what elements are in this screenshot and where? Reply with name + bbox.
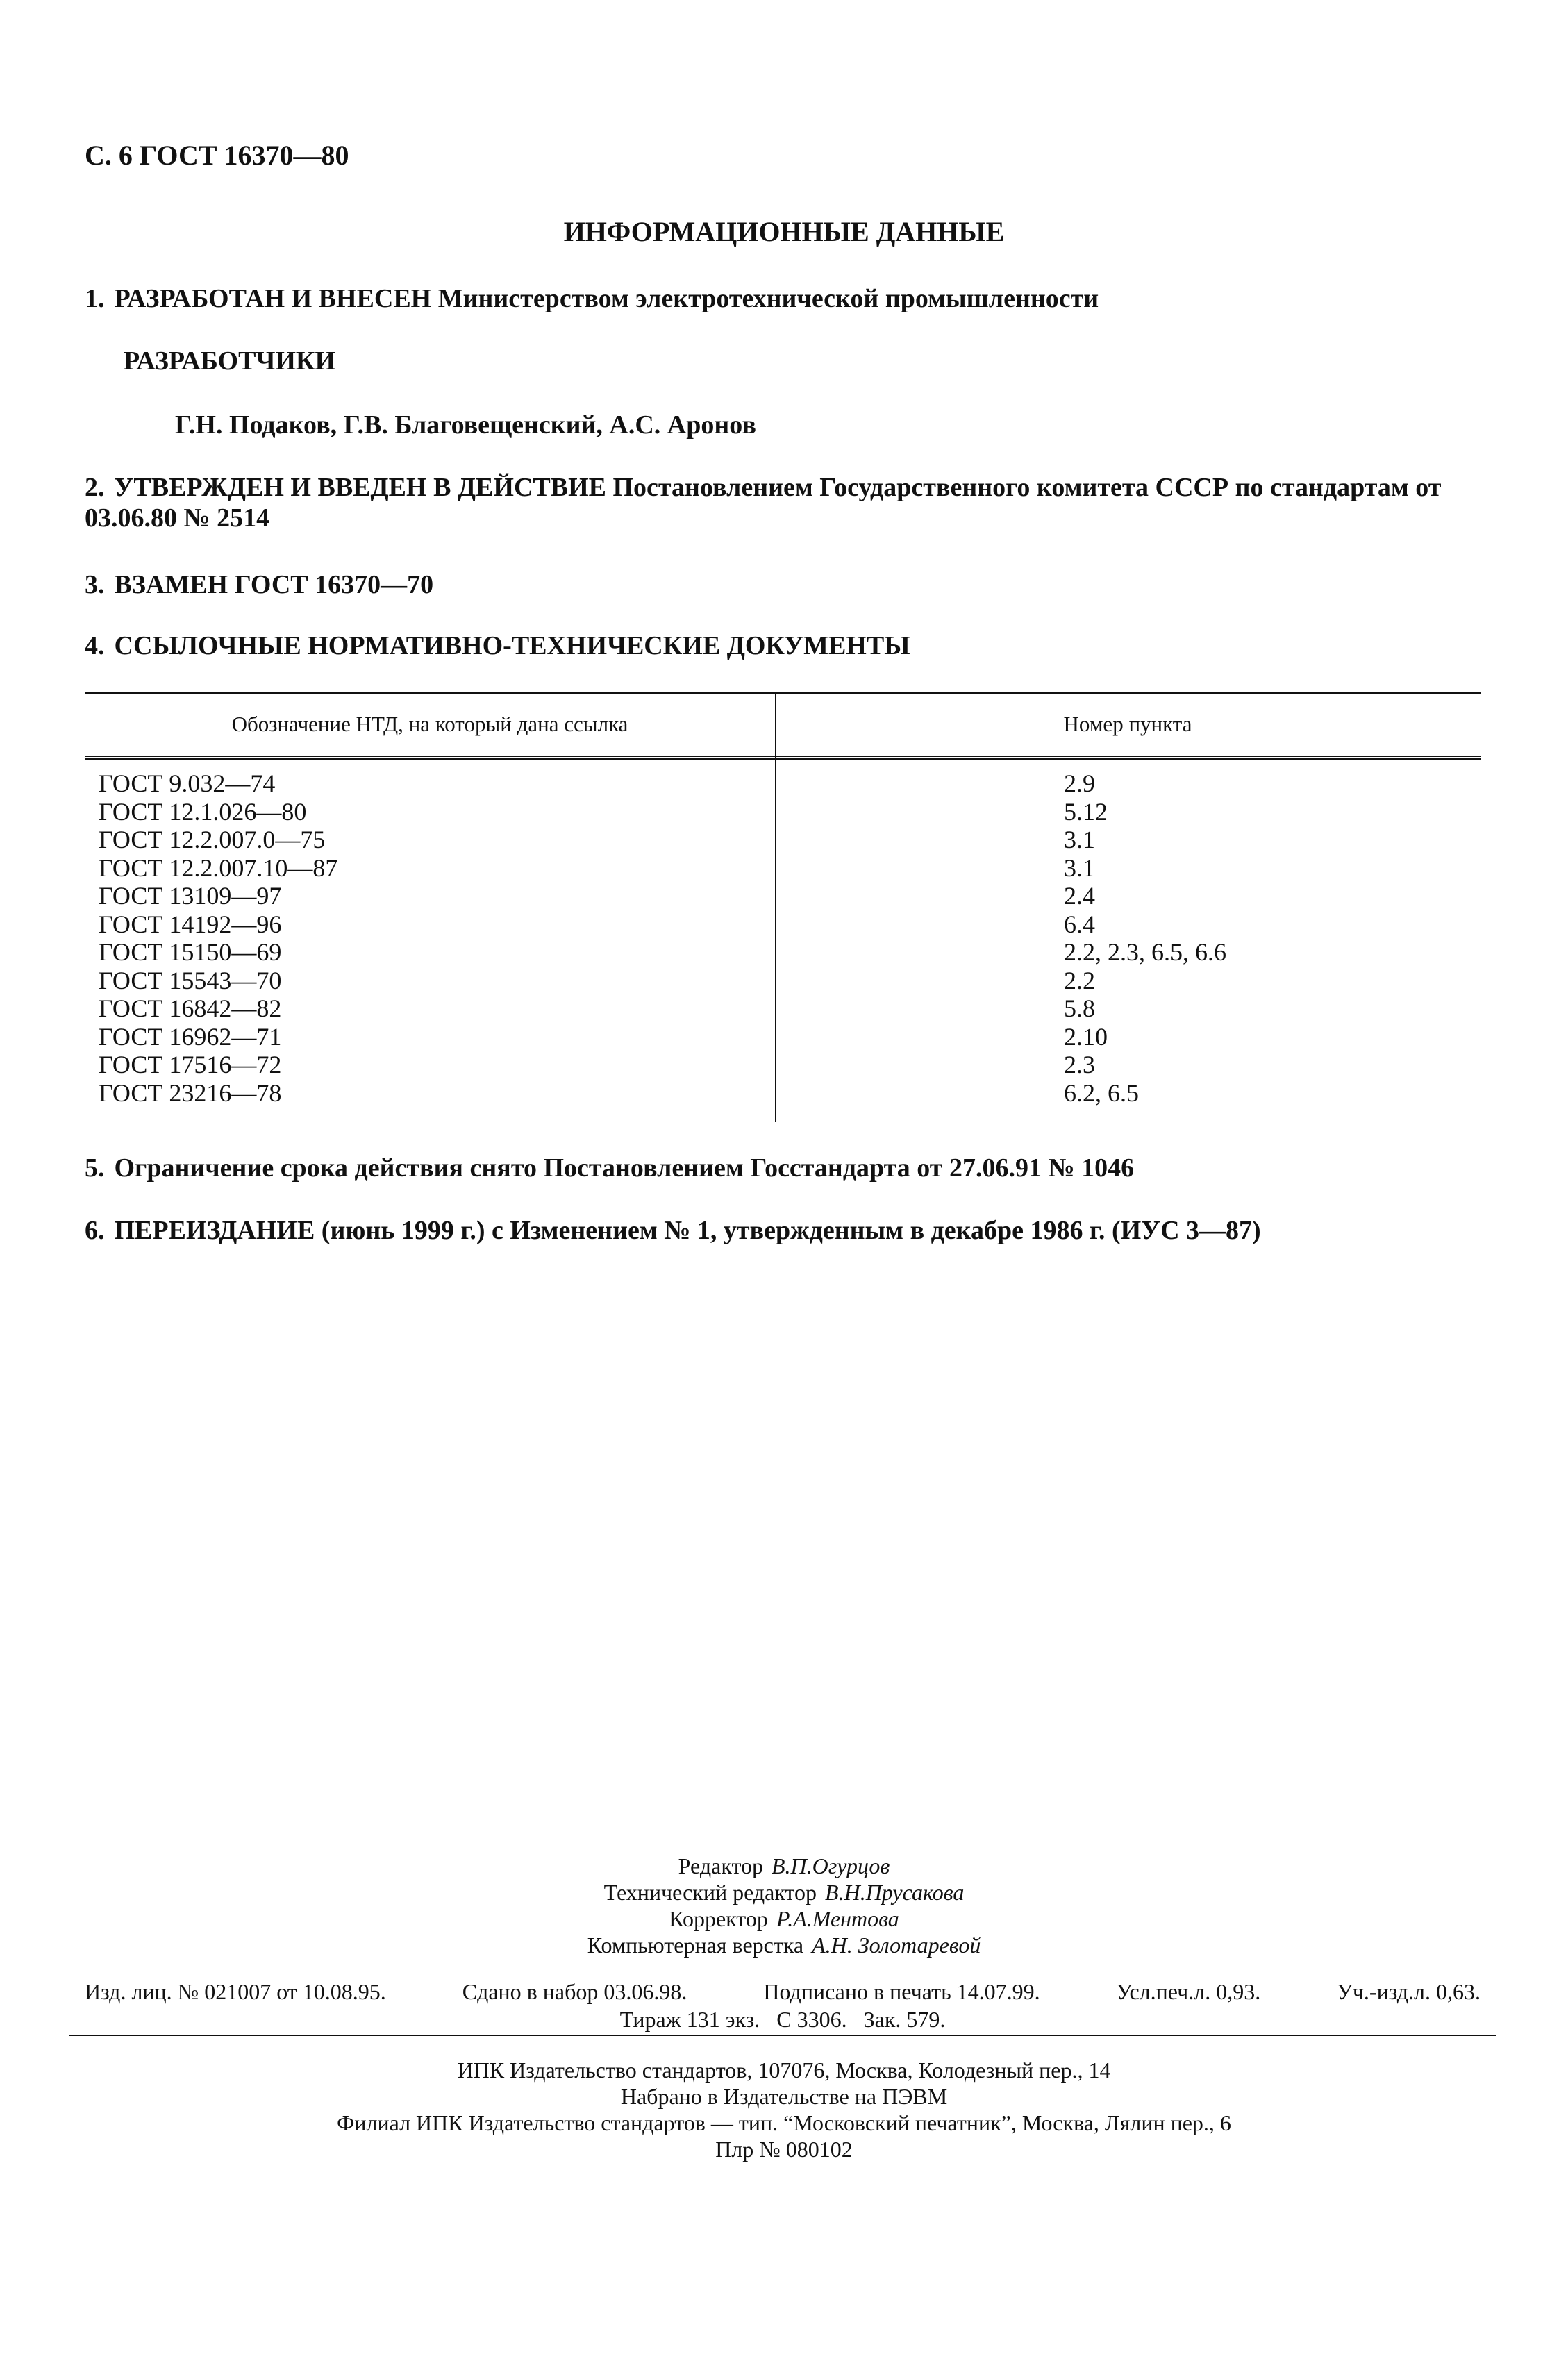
table-cell-clause: 2.2, 2.3, 6.5, 6.6 <box>1064 938 1226 966</box>
table-cell-clause: 3.1 <box>1064 853 1095 882</box>
credit-person: Р.А.Ментова <box>776 1906 899 1931</box>
item-4 <box>85 631 910 661</box>
editorial-credits <box>0 1853 1568 1958</box>
table-cell-clause: 2.4 <box>1064 882 1095 910</box>
credit-person: В.Н.Прусакова <box>825 1880 965 1905</box>
print-sheets: Усл.печ.л. 0,93. <box>1116 1979 1261 2004</box>
credit-line <box>0 1932 1568 1958</box>
table-cell-designation: ГОСТ 14192—96 <box>99 910 282 938</box>
item-3-text: ВЗАМЕН ГОСТ 16370—70 <box>114 570 434 599</box>
item-5-text: Ограничение срока действия снято Постановлением Госстандарта от 27.06.91 № 1046 <box>114 1153 1135 1183</box>
table-cell-designation: ГОСТ 12.2.007.0—75 <box>99 826 326 853</box>
table-top-rule <box>85 692 1481 694</box>
table-cell-designation: ГОСТ 12.2.007.10—87 <box>99 853 338 882</box>
table-cell-designation: ГОСТ 12.1.026—80 <box>99 797 307 826</box>
table-cell-designation: ГОСТ 17516—72 <box>99 1051 282 1078</box>
item-1-lead: РАЗРАБОТАН И ВНЕСЕН <box>114 284 432 313</box>
item-2 <box>85 472 1481 533</box>
table-cell-clause: 6.4 <box>1064 910 1095 938</box>
imprint-line: Плр № 080102 <box>715 2137 853 2162</box>
table-cell-clause: 3.1 <box>1064 826 1095 853</box>
credit-role: Компьютерная верстка <box>587 1933 804 1958</box>
credit-line <box>0 1905 1568 1932</box>
table-cell-designation: ГОСТ 16962—71 <box>99 1022 282 1051</box>
credit-person: А.Н. Золотаревой <box>812 1933 981 1958</box>
imprint-line: Филиал ИПК Издательство стандартов — тип. “Московский печатник”, Москва, Лялин пер., 6 <box>337 2110 1231 2135</box>
table-column-designations <box>99 769 337 1107</box>
typeset-date: Сдано в набор 03.06.98. <box>462 1979 687 2004</box>
item-5-number: 5. <box>85 1153 105 1183</box>
table-cell-designation: ГОСТ 15150—69 <box>99 938 282 966</box>
item-5 <box>85 1153 1134 1183</box>
credit-person: В.П.Огурцов <box>772 1853 890 1878</box>
credit-role: Корректор <box>669 1906 768 1931</box>
table-cell-clause: 5.12 <box>1064 797 1108 826</box>
credit-role: Редактор <box>678 1853 763 1878</box>
table-cell-clause: 2.10 <box>1064 1022 1108 1051</box>
item-2-number: 2. <box>85 473 105 502</box>
table-cell-designation: ГОСТ 15543—70 <box>99 966 282 994</box>
document-title: ИНФОРМАЦИОННЫЕ ДАННЫЕ <box>563 216 1005 247</box>
page-header: С. 6 ГОСТ 16370—80 <box>85 140 349 171</box>
table-header-clause: Номер пункта <box>1063 712 1192 736</box>
developers-heading: РАЗРАБОТЧИКИ <box>124 347 336 376</box>
print-run: Тираж 131 экз. С 3306. Зак. 579. <box>619 2007 946 2032</box>
table-cell-clause: 2.3 <box>1064 1051 1095 1078</box>
item-1-text: Министерством электротехнической промышленности <box>437 284 1099 313</box>
developers-list: Г.Н. Подаков, Г.В. Благовещенский, А.С. Аронов <box>175 410 756 440</box>
credit-role: Технический редактор <box>603 1880 817 1905</box>
table-cell-designation: ГОСТ 16842—82 <box>99 994 282 1022</box>
credit-line <box>0 1879 1568 1905</box>
item-1 <box>85 283 1099 314</box>
publication-info <box>85 1978 1481 2033</box>
table-cell-designation: ГОСТ 13109—97 <box>99 882 282 910</box>
table-cell-clause: 2.2 <box>1064 966 1095 994</box>
publisher-sheets: Уч.-изд.л. 0,63. <box>1337 1979 1481 2004</box>
item-6 <box>85 1215 1261 1246</box>
item-4-text: ССЫЛОЧНЫЕ НОРМАТИВНО-ТЕХНИЧЕСКИЕ ДОКУМЕНТЫ <box>114 631 910 660</box>
publication-info-row <box>85 1978 1481 2005</box>
table-cell-designation: ГОСТ 9.032—74 <box>99 769 276 797</box>
item-6-number: 6. <box>85 1216 105 1245</box>
item-1-number: 1. <box>85 284 105 313</box>
print-date: Подписано в печать 14.07.99. <box>763 1979 1040 2004</box>
imprint-line: ИПК Издательство стандартов, 107076, Москва, Колодезный пер., 14 <box>457 2058 1111 2083</box>
table-cell-clause: 2.9 <box>1064 769 1095 797</box>
item-3 <box>85 569 433 600</box>
table-header-rule <box>85 756 1481 760</box>
table-cell-designation: ГОСТ 23216—78 <box>99 1078 282 1107</box>
table-cell-clause: 6.2, 6.5 <box>1064 1078 1139 1107</box>
item-2-text: УТВЕРЖДЕН И ВВЕДЕН В ДЕЙСТВИЕ Постановлением Государственного комитета СССР по стандартам от 03.06.80 № 2514 <box>85 473 1442 533</box>
table-header-designation: Обозначение НТД, на который дана ссылка <box>231 712 628 736</box>
table-cell-clause: 5.8 <box>1064 994 1095 1022</box>
credit-line <box>0 1853 1568 1879</box>
license-number: Изд. лиц. № 021007 от 10.08.95. <box>85 1979 386 2004</box>
item-4-number: 4. <box>85 631 105 660</box>
item-6-text: ПЕРЕИЗДАНИЕ (июнь 1999 г.) с Изменением № 1, утвержденным в декабре 1986 г. (ИУС 3—87) <box>114 1216 1261 1245</box>
imprint <box>0 2057 1568 2162</box>
item-3-number: 3. <box>85 570 105 599</box>
table-column-clauses <box>1064 769 1226 1107</box>
imprint-rule <box>69 2035 1496 2036</box>
imprint-line: Набрано в Издательстве на ПЭВМ <box>620 2084 948 2109</box>
